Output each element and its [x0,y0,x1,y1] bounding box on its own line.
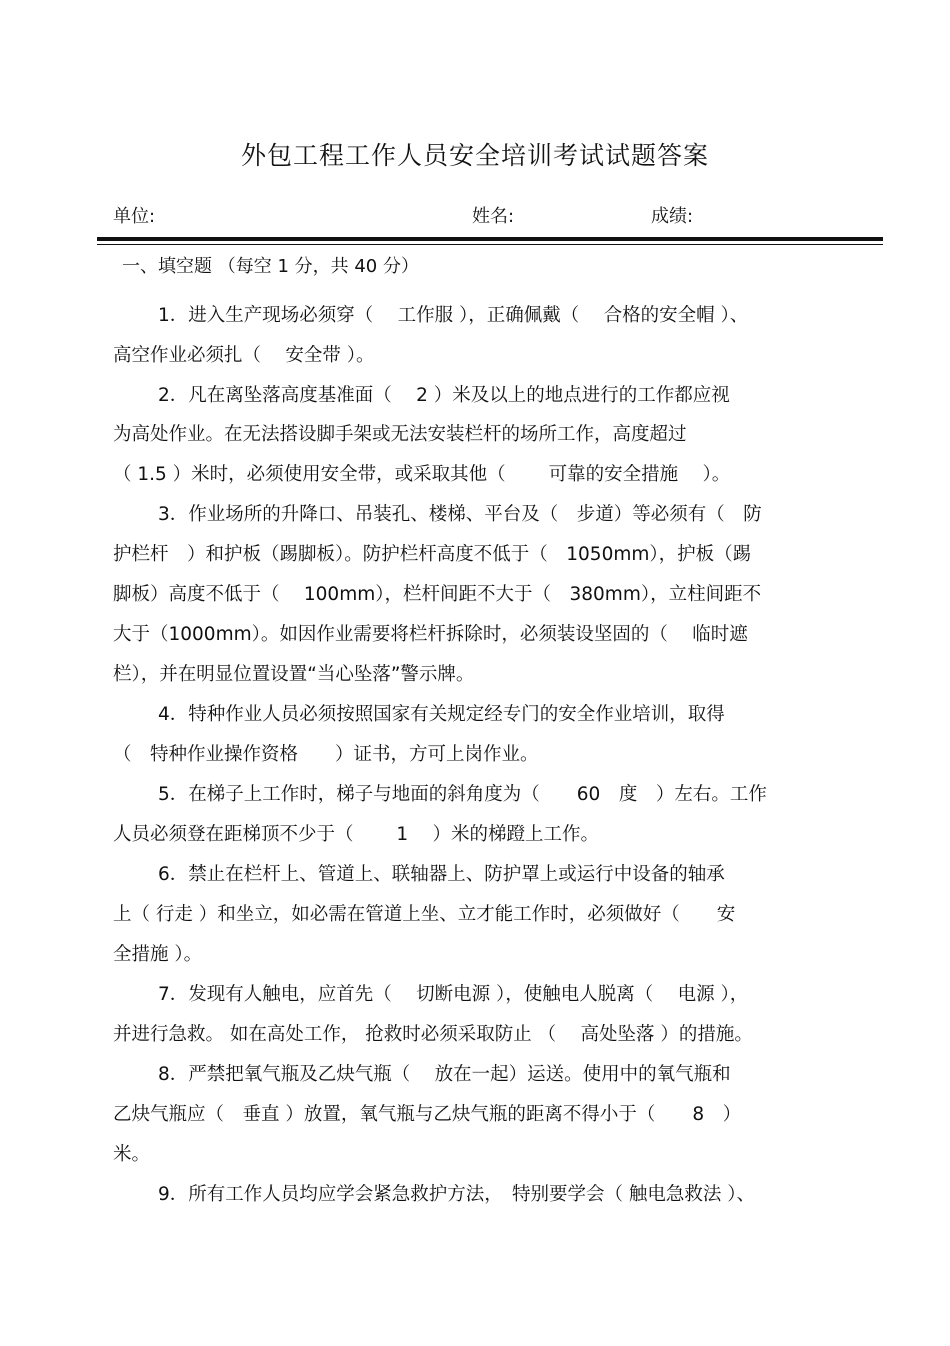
unit-label: 单位: [113,206,156,227]
question-line: 人员必须登在距梯顶不少于（ 1 ）米的梯蹬上工作。 [113,824,600,845]
question-line: 大于（1000mm）。如因作业需要将栏杆拆除时，必须装设坚固的（ 临时遮 [113,624,748,645]
document-title: 外包工程工作人员安全培训考试试题答案 [240,141,709,170]
score-label: 成绩: [651,206,694,227]
question-line: 5．在梯子上工作时，梯子与地面的斜角度为（ 60 度 ）左右。工作 [158,784,767,805]
question-line: 乙炔气瓶应（ 垂直 ）放置，氧气瓶与乙炔气瓶的距离不得小于（ 8 ） [113,1104,742,1125]
question-line: 1．进入生产现场必须穿（ 工作服 ），正确佩戴（ 合格的安全帽 ）、 [158,305,749,326]
question-line: 栏），并在明显位置设置“当心坠落”警示牌。 [113,664,475,685]
header-divider-thin [97,244,883,245]
question-line: 米。 [113,1144,151,1165]
question-line: 3．作业场所的升降口、吊装孔、楼梯、平台及（ 步道）等必须有（ 防 [158,504,762,525]
header-divider-thick [97,237,883,241]
name-label: 姓名: [472,206,515,227]
question-line: 高空作业必须扎（ 安全带 ）。 [113,345,375,366]
question-line: 并进行急救。 如在高处工作， 抢救时必须采取防止 （ 高处坠落 ）的措施。 [113,1024,753,1045]
question-line: 2．凡在离坠落高度基准面（ 2 ）米及以上的地点进行的工作都应视 [158,385,730,406]
question-line: 为高处作业。在无法搭设脚手架或无法安装栏杆的场所工作，高度超过 [113,424,687,445]
question-line: 8．严禁把氧气瓶及乙炔气瓶（ 放在一起）运送。使用中的氧气瓶和 [158,1064,731,1085]
question-line: 上（ 行走 ）和坐立，如必需在管道上坐、立才能工作时，必须做好（ 安 [113,904,736,925]
exam-header [0,202,950,232]
question-line: 护栏杆 ）和护板（踢脚板）。防护栏杆高度不低于（ 1050mm），护板（踢 [113,544,752,565]
question-line: 9．所有工作人员均应学会紧急救护方法， 特别要学会（ 触电急救法 ）、 [158,1184,756,1205]
question-line: （ 1.5 ）米时，必须使用安全带，或采取其他（ 可靠的安全措施 ）。 [113,464,731,485]
question-line: 全措施 ）。 [113,944,203,965]
question-line: 6．禁止在栏杆上、管道上、联轴器上、防护罩上或运行中设备的轴承 [158,864,725,885]
question-line: （ 特种作业操作资格 ）证书，方可上岗作业。 [113,744,539,765]
section-heading: 一、填空题 （每空 1 分，共 40 分） [122,256,419,277]
question-line: 7．发现有人触电，应首先（ 切断电源 ），使触电人脱离（ 电源 ）， [158,984,749,1005]
question-line: 4．特种作业人员必须按照国家有关规定经专门的安全作业培训，取得 [158,704,725,725]
question-line: 脚板）高度不低于（ 100mm），栏杆间距不大于（ 380mm），立柱间距不 [113,584,762,605]
